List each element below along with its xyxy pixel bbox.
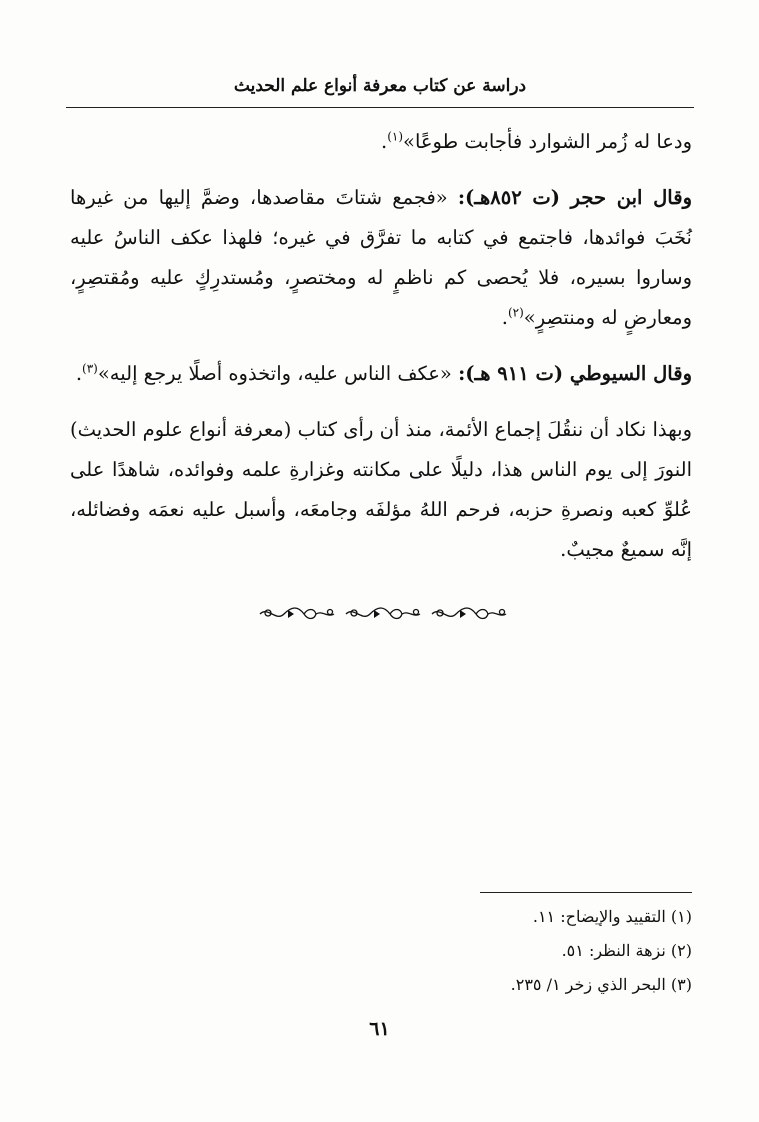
footnote: (٣) البحر الذي زخر ١/ ٢٣٥. [510,975,692,994]
paragraph-tail: . [501,306,508,329]
page-number: ٦١ [369,1018,390,1040]
body-text [70,122,692,586]
paragraph [70,354,692,394]
paragraph-text: وبهذا نكاد أن ننقُلَ إجماع الأئمة، منذ أن رأى كتاب (معرفة أنواع علوم الحديث) النورَ إلى يوم الناس هذا، دليلًا على مكانته وغزارةِ علمه وفوائده، شاهدًا على عُلوِّ كعبه ونصرةِ حزبه، فرحم اللهُ مؤلفَه وجامعَه، وأسبل عليه نعمَه وفضائله، إنَّه سميعٌ مجيبٌ. [70,418,692,561]
footnote-marker: (١) [387,129,404,144]
header-rule [66,107,694,108]
paragraph [70,178,692,338]
paragraph-text: «فجمع شتاتَ مقاصدها، وضمَّ إليها من غيرها نُخَبَ فوائدها، فاجتمع في كتابه ما تفرَّق في غيره؛ فلهذا عكف الناسُ عليه وساروا بسيره، فلا يُحصى كم ناظمٍ له ومختصرٍ، ومُستدرِكٍ عليه ومُقتصِرٍ، ومعارضٍ له ومنتصِرٍ» [70,186,692,329]
footnote-marker: (٢) [507,305,524,320]
paragraph-text: ودعا له زُمر الشوارد فأجابت طوعًا» [403,130,692,153]
footnote: (١) التقييد والإيضاح: ١١. [532,907,692,926]
paragraph [70,122,692,162]
paragraph-tail: . [75,362,83,385]
paragraph-text: «عكف الناس عليه، واتخذوه أصلًا يرجع إليه» [97,362,459,385]
footnote: (٢) نزهة النظر: ٥١. [561,941,692,960]
paragraph-lead: وقال السيوطي (ت ٩١١ هـ): [458,362,692,385]
footnotes [300,900,692,1002]
running-head: دراسة عن كتاب معرفة أنواع علم الحديث [233,76,527,96]
footnote-marker: (٣) [82,361,98,376]
paragraph [70,410,692,570]
paragraph-tail: . [381,130,388,153]
paragraph-lead: وقال ابن حجر (ت ٨٥٢هـ): [457,186,692,209]
floral-divider-icon [254,596,510,630]
footnote-rule [480,892,692,893]
